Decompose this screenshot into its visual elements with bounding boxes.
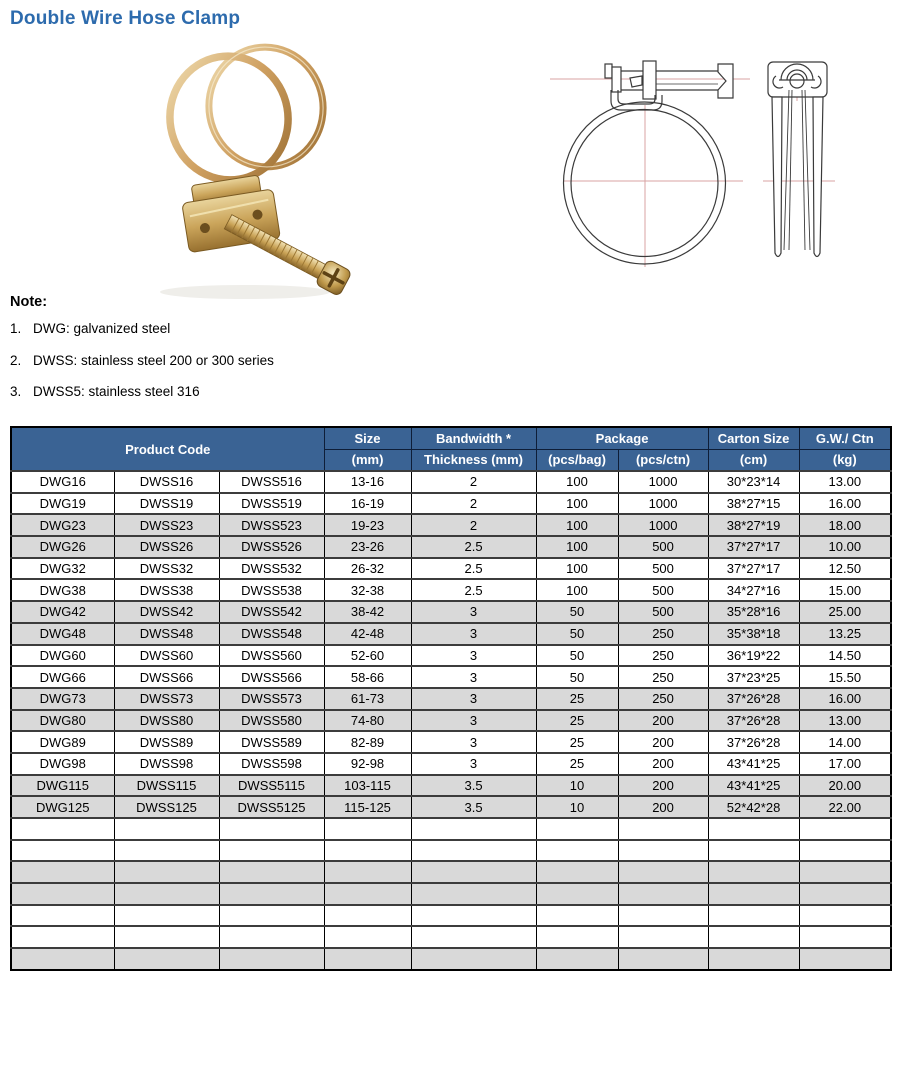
table-cell: 13.00 [799,710,891,732]
table-cell: 92-98 [324,753,411,775]
table-cell [324,926,411,948]
table-cell: DWG125 [11,796,114,818]
table-cell [324,883,411,905]
table-cell [799,840,891,862]
table-cell: 35*38*18 [708,623,799,645]
table-cell: DWSS115 [114,775,219,797]
table-cell: 15.50 [799,666,891,688]
table-cell: 50 [536,645,618,667]
table-cell [618,948,708,970]
table-cell: DWG89 [11,731,114,753]
table-row [11,796,891,818]
table-cell: 43*41*25 [708,753,799,775]
table-cell: 100 [536,536,618,558]
table-cell: 100 [536,514,618,536]
note-number: 1. [10,321,22,336]
table-cell [219,926,324,948]
product-photo [125,40,400,302]
spec-table-section [10,426,890,971]
table-cell: DWSS38 [114,579,219,601]
table-row [11,514,891,536]
table-cell [618,861,708,883]
empty-row [11,948,891,970]
table-cell: DWG42 [11,601,114,623]
table-cell: 2 [411,514,536,536]
table-cell: 25 [536,731,618,753]
table-cell: 100 [536,493,618,515]
side-view-drawing [768,62,827,257]
table-cell: 250 [618,623,708,645]
spec-table-body [11,471,891,970]
table-cell [799,883,891,905]
table-cell: DWSS566 [219,666,324,688]
table-cell: DWSS560 [219,645,324,667]
table-cell: 37*26*28 [708,688,799,710]
table-cell: 18.00 [799,514,891,536]
table-cell: 250 [618,645,708,667]
table-cell [114,905,219,927]
header-thickness: Thickness (mm) [411,449,536,471]
table-cell: DWG16 [11,471,114,493]
note-number: 2. [10,352,22,368]
table-cell: 22.00 [799,796,891,818]
table-row [11,601,891,623]
table-cell: 3 [411,601,536,623]
table-cell [708,948,799,970]
table-cell: 19-23 [324,514,411,536]
table-cell: 2.5 [411,558,536,580]
table-cell: DWSS19 [114,493,219,515]
note-item [10,321,510,336]
table-cell: 2 [411,471,536,493]
table-cell [324,948,411,970]
table-cell [536,926,618,948]
table-cell: 34*27*16 [708,579,799,601]
table-cell: 26-32 [324,558,411,580]
table-cell: 82-89 [324,731,411,753]
table-cell: 16.00 [799,688,891,710]
table-cell [618,905,708,927]
table-cell: DWSS125 [114,796,219,818]
table-cell [219,840,324,862]
table-cell: 200 [618,753,708,775]
header-carton-unit: (cm) [708,449,799,471]
table-cell: 13.00 [799,471,891,493]
table-cell: 35*28*16 [708,601,799,623]
table-cell: DWSS519 [219,493,324,515]
table-cell: 100 [536,579,618,601]
table-cell: 37*27*17 [708,536,799,558]
table-cell: 20.00 [799,775,891,797]
note-item [10,353,510,368]
table-cell [11,818,114,840]
table-cell: 3 [411,645,536,667]
technical-drawing [545,45,890,280]
table-cell: 1000 [618,514,708,536]
table-cell: DWSS589 [219,731,324,753]
table-cell: 32-38 [324,579,411,601]
empty-row [11,905,891,927]
table-cell: 16.00 [799,493,891,515]
table-cell: DWG32 [11,558,114,580]
table-cell [411,840,536,862]
table-cell [799,818,891,840]
table-cell [411,883,536,905]
table-cell: 500 [618,536,708,558]
empty-row [11,926,891,948]
table-cell: 25 [536,753,618,775]
table-cell [11,883,114,905]
table-cell: 2.5 [411,536,536,558]
table-cell: DWSS42 [114,601,219,623]
table-cell: 38-42 [324,601,411,623]
front-view-drawing [564,61,734,264]
note-text: DWSS: stainless steel 200 or 300 series [33,352,274,368]
header-carton-size: Carton Size [708,427,799,449]
table-cell: 25 [536,710,618,732]
header-pcs-bag: (pcs/bag) [536,449,618,471]
table-cell: 50 [536,623,618,645]
table-cell [411,926,536,948]
empty-row [11,818,891,840]
table-cell: 2.5 [411,579,536,601]
table-cell: 14.00 [799,731,891,753]
table-cell: 500 [618,579,708,601]
table-cell: DWG60 [11,645,114,667]
table-cell: 36*19*22 [708,645,799,667]
table-cell [114,861,219,883]
table-cell: 10.00 [799,536,891,558]
table-cell: 3.5 [411,775,536,797]
table-cell: DWSS98 [114,753,219,775]
table-cell: 13.25 [799,623,891,645]
table-cell: 1000 [618,471,708,493]
table-cell: DWG80 [11,710,114,732]
header-pcs-ctn: (pcs/ctn) [618,449,708,471]
empty-row [11,883,891,905]
table-row [11,536,891,558]
table-row [11,688,891,710]
table-cell: DWSS573 [219,688,324,710]
table-cell: 3 [411,753,536,775]
table-cell: 52*42*28 [708,796,799,818]
table-cell [618,840,708,862]
table-cell [114,883,219,905]
table-cell: DWSS538 [219,579,324,601]
table-cell: 43*41*25 [708,775,799,797]
table-cell [411,861,536,883]
header-size-unit: (mm) [324,449,411,471]
table-cell: DWSS5115 [219,775,324,797]
notes-heading: Note: [10,294,48,310]
table-cell: 37*26*28 [708,731,799,753]
table-row [11,731,891,753]
table-cell: 38*27*15 [708,493,799,515]
note-text: DWSS5: stainless steel 316 [33,384,200,399]
table-cell [11,840,114,862]
table-row [11,471,891,493]
table-cell: 3 [411,710,536,732]
table-cell [324,861,411,883]
table-cell [799,861,891,883]
table-cell [618,883,708,905]
table-cell [114,840,219,862]
table-cell: 30*23*14 [708,471,799,493]
table-cell [618,926,708,948]
table-cell: DWG38 [11,579,114,601]
table-cell: DWSS542 [219,601,324,623]
spec-table-header [11,427,891,471]
table-cell [536,883,618,905]
header-gw-unit: (kg) [799,449,891,471]
table-cell [324,818,411,840]
table-cell: 16-19 [324,493,411,515]
table-cell: 13-16 [324,471,411,493]
table-cell: 115-125 [324,796,411,818]
table-cell: DWSS80 [114,710,219,732]
table-cell: 50 [536,666,618,688]
table-cell: DWSS548 [219,623,324,645]
table-cell: 74-80 [324,710,411,732]
table-cell [11,926,114,948]
table-cell: 200 [618,731,708,753]
table-cell: DWSS5125 [219,796,324,818]
table-cell: 58-66 [324,666,411,688]
table-cell: DWSS580 [219,710,324,732]
table-cell: 250 [618,688,708,710]
table-cell [799,948,891,970]
table-cell [411,948,536,970]
table-cell: 14.50 [799,645,891,667]
table-cell: 50 [536,601,618,623]
table-cell: 37*27*17 [708,558,799,580]
table-cell [411,818,536,840]
table-cell [799,926,891,948]
product-photo-image [125,40,400,302]
header-size: Size [324,427,411,449]
table-cell [536,861,618,883]
table-cell: DWSS532 [219,558,324,580]
table-cell: DWG115 [11,775,114,797]
table-cell [536,905,618,927]
table-cell: DWSS23 [114,514,219,536]
table-cell: 17.00 [799,753,891,775]
table-cell: 37*23*25 [708,666,799,688]
table-cell [219,861,324,883]
note-text: DWG: galvanized steel [33,321,171,336]
table-row [11,579,891,601]
table-cell [708,861,799,883]
table-cell [708,840,799,862]
table-cell: 100 [536,471,618,493]
table-row [11,666,891,688]
table-cell: 200 [618,775,708,797]
table-cell [324,905,411,927]
table-cell: 250 [618,666,708,688]
note-item [10,384,510,399]
table-cell: DWSS516 [219,471,324,493]
table-cell: 61-73 [324,688,411,710]
table-cell: 3.5 [411,796,536,818]
table-cell [11,948,114,970]
table-cell: DWSS89 [114,731,219,753]
empty-row [11,861,891,883]
header-gw-ctn: G.W./ Ctn [799,427,891,449]
table-cell: DWSS523 [219,514,324,536]
header-bandwidth: Bandwidth * [411,427,536,449]
technical-drawing-image [545,45,890,280]
table-cell: DWSS48 [114,623,219,645]
table-cell: DWSS26 [114,536,219,558]
table-cell: 500 [618,601,708,623]
table-cell: 38*27*19 [708,514,799,536]
table-cell [114,948,219,970]
table-row [11,710,891,732]
table-cell [114,926,219,948]
header-package: Package [536,427,708,449]
table-cell [536,818,618,840]
table-cell [536,840,618,862]
table-cell: 10 [536,796,618,818]
table-cell: DWSS598 [219,753,324,775]
table-cell [799,905,891,927]
table-cell: DWSS32 [114,558,219,580]
table-cell [536,948,618,970]
table-cell: 12.50 [799,558,891,580]
table-cell: 103-115 [324,775,411,797]
table-cell [708,883,799,905]
table-cell [618,818,708,840]
table-cell: DWG73 [11,688,114,710]
table-cell: DWG26 [11,536,114,558]
table-cell: DWSS73 [114,688,219,710]
table-cell: DWSS66 [114,666,219,688]
table-cell: 3 [411,623,536,645]
table-row [11,775,891,797]
table-cell: DWSS60 [114,645,219,667]
table-cell [708,905,799,927]
table-cell: 25 [536,688,618,710]
table-row [11,493,891,515]
table-cell: 37*26*28 [708,710,799,732]
table-cell: 3 [411,731,536,753]
table-cell [411,905,536,927]
table-cell: 1000 [618,493,708,515]
spec-table [10,426,892,971]
table-cell: DWSS16 [114,471,219,493]
table-cell: DWG98 [11,753,114,775]
table-cell [708,818,799,840]
table-cell: DWSS526 [219,536,324,558]
header-product-code: Product Code [11,427,324,471]
table-cell [114,818,219,840]
table-cell: 200 [618,710,708,732]
table-cell: 3 [411,688,536,710]
table-cell: DWG66 [11,666,114,688]
empty-row [11,840,891,862]
table-cell: 15.00 [799,579,891,601]
table-cell [324,840,411,862]
table-cell [11,905,114,927]
notes-section [10,294,510,416]
table-cell: 500 [618,558,708,580]
table-cell: 3 [411,666,536,688]
table-cell: 2 [411,493,536,515]
table-cell: 23-26 [324,536,411,558]
table-cell [11,861,114,883]
table-cell [219,818,324,840]
table-cell: 52-60 [324,645,411,667]
table-cell: 10 [536,775,618,797]
table-cell [219,883,324,905]
page-title: Double Wire Hose Clamp [10,8,241,29]
table-cell: 42-48 [324,623,411,645]
table-cell: 25.00 [799,601,891,623]
table-row [11,623,891,645]
table-cell [219,905,324,927]
table-cell: DWG48 [11,623,114,645]
table-row [11,645,891,667]
table-cell [708,926,799,948]
table-row [11,753,891,775]
table-cell: DWG19 [11,493,114,515]
table-cell [219,948,324,970]
table-cell: 200 [618,796,708,818]
table-row [11,558,891,580]
table-cell: DWG23 [11,514,114,536]
note-number: 3. [10,384,22,399]
table-cell: 100 [536,558,618,580]
